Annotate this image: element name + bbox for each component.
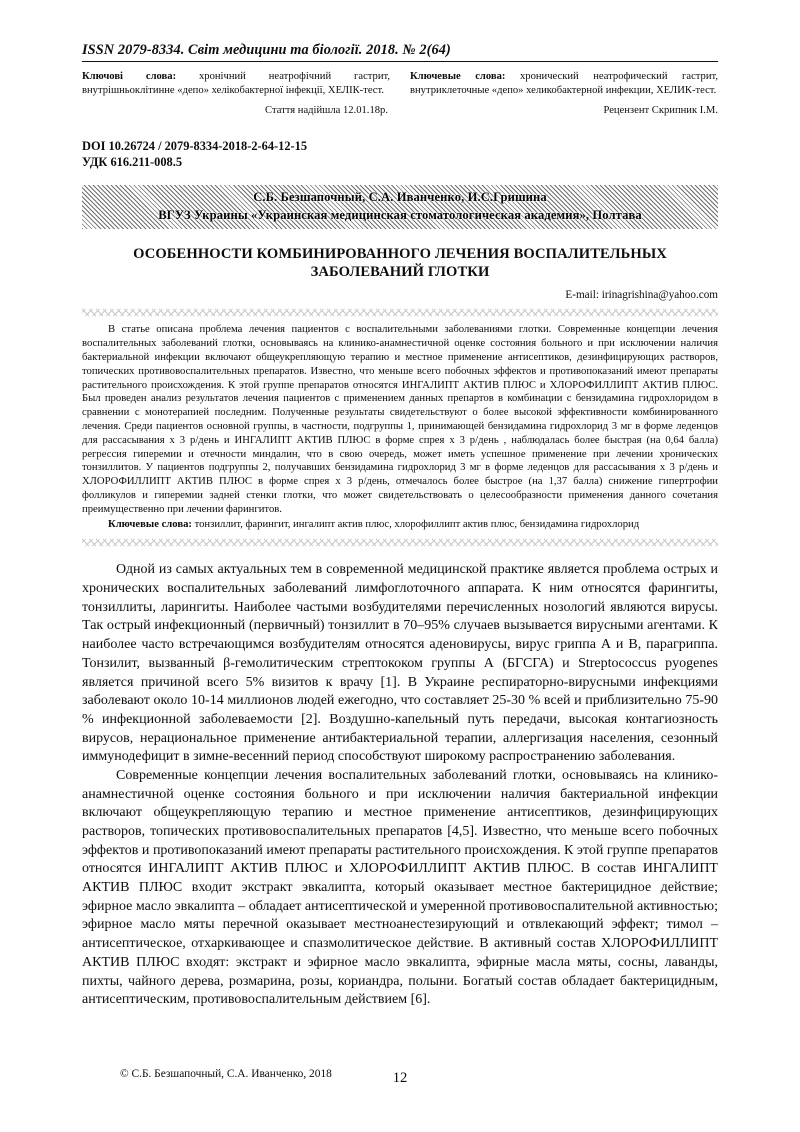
title-line-1: ОСОБЕННОСТИ КОМБИНИРОВАННОГО ЛЕЧЕНИЯ ВОСПАЛИТЕЛЬНЫХ	[133, 245, 667, 262]
wave-separator-top	[82, 308, 718, 317]
body-paragraph: Современные концепции лечения воспалительных заболеваний глотки, основываясь на клинико-анамнестичной оценке состояния больного и при исключении наличия бактериальной инфекции включают общеукрепляющую терапию и местное применение антисептиков, дезинфицирующих растворов, топических противовоспалительных препаратов [4,5]. Известно, что меньше всего побочных эффектов и противопоказаний имеют препараты растительного происхождения. К этой группе препаратов относятся ИНГАЛИПТ АКТИВ ПЛЮС и ХЛОРОФИЛЛИПТ АКТИВ ПЛЮС. В состав ИНГАЛИПТ АКТИВ ПЛЮС входит экстракт эвкалипта, который оказывает местное бактерицидное действие; эфирное масло эвкалипта – обладает антисептической и умеренной противовоспалительной активностью; эфирное масло мяты перечной оказывает местноанестезирующий и отвлекающий эффект; тимол – антисептическое, отхаркивающее и спазмолитическое действие. В активный состав ХЛОРОФИЛЛИПТ АКТИВ ПЛЮС входят: экстракт и эфирное масло эвкалипта, эфирные масла мяты, сосны, лаванды, пихты, чайного дерева, розмарина, розы, кориандра, полыни. Богатый состав обладает бактерицидным, антисептическим, противовоспалительным действием [6].	[82, 767, 718, 1008]
abstract-text: В статье описана проблема лечения пациентов с воспалительными заболеваниями глотки. Современные концепции лечения воспалительных заболеваний глотки, основываясь на клинико-анамнестичной оценке состояния больного и при исключении наличия бактериальной инфекции включают общеукрепляющую терапию и местное применение антисептиков, дезинфицирующих растворов, топических противовоспалительных препаратов. Известно, что меньше всего побочных эффектов и противопоказаний имеют препараты растительного происхождения. К этой группе препаратов относятся ИНГАЛИПТ АКТИВ ПЛЮС и ХЛОРОФИЛЛИПТ АКТИВ ПЛЮС. Был проведен анализ результатов лечения пациентов с применением данных препартов в комбинации с бензидамина гидрохлоридом в сравнении с монотерапией последним. Полученные результаты свидетельствуют о более высокой эффективности комбинированного лечения. Среди пациентов основной группы, в частности, подгруппы 1, принимающей бензидамина гидрохлорид 3 мг в форме леденцов для рассасывания х 3 р/день и ИНГАЛИПТ АКТИВ ПЛЮС в форме спрея х 3 р/день , наблюдалась более быстрая (на 0,64 балла) регрессия гиперемии и отечности миндалин, что в свою очередь, может иметь успешное применение при лечении хронических тонзиллитов. У пациентов подгруппы 2, получавших бензидамина гидрохлорид 3 мг в форме леденцов для рассасывания х 3 р/день и ХЛОРОФИЛЛИПТ АКТИВ ПЛЮС в форме спрея х 3 р/день, отмечалось более быстрое (на 1,37 балла) снижение гипертрофии фолликулов и гиперемии задней стенки глотки, что может свидетельствовать о целесообразности применения данного сочетания преимущественно при лечении фарингитов.	[82, 324, 718, 515]
abstract-section	[82, 323, 718, 531]
keywords-label-russian: Ключевые слова:	[410, 71, 506, 83]
keywords-paragraph-russian	[410, 70, 718, 97]
reviewer-name: Рецензент Скрипник І.М.	[603, 104, 718, 116]
abstract-keywords-label: Ключевые слова:	[108, 518, 192, 530]
body-text	[82, 561, 718, 1010]
keywords-column-ukrainian	[82, 70, 390, 97]
title-line-2: ЗАБОЛЕВАНИЙ ГЛОТКИ	[310, 264, 490, 281]
keywords-columns	[82, 70, 718, 97]
page-footer	[0, 1068, 800, 1102]
page-title	[82, 245, 718, 283]
body-paragraph: Одной из самых актуальных тем в современной медицинской практике является проблема острых и хронических воспалительных заболеваний лимфоглоточного аппарата. К ним относятся фарингиты, тонзиллиты, ларингиты. Наиболее частыми возбудителями перечисленных нозологий являются вирусы. Так острый инфекционный (первичный) тонзиллит в 70–95% случаев вызывается вирусными агентами. К наиболее часто встречающимся возбудителям относятся аденовирусы, вирус гриппа А и В, парагриппа. Тонзилит, вызванный β-гемолитическим стрептококом группы А (БГСГА) и Streptococcus pyogenes является причиной всего 5% визитов к врачу [1]. В Украине респираторно-вирусными инфекциями заболевают около 10-14 миллионов людей ежегодно, что составляет 25-30 % всей и приблизительно 75-90 % инфекционной заболеваемости [2]. Воздушно-капельный путь передачи, высокая контагиозность вирусов, нерациональное применение антибактериальной терапии, аллергизация населения, сезонный иммунодефицит в зимне-весенний период способствуют широкому распространению заболевания.	[82, 562, 718, 765]
keywords-label-ukrainian: Ключові слова:	[82, 71, 177, 83]
identifiers-block	[82, 138, 718, 171]
submission-date: Стаття надійшла 12.01.18р.	[265, 104, 388, 116]
page-number: 12	[392, 1070, 408, 1086]
copyright-notice: © С.Б. Безшапочный, С.А. Иванченко, 2018	[120, 1068, 332, 1080]
keywords-column-russian	[410, 70, 718, 97]
keywords-text-ukrainian: хронічний неатрофічний гастрит, внутрішньоклітинне «депо» хелікобактерної інфекції, ХЕЛІК-тест.	[82, 71, 390, 96]
header-rule	[82, 61, 718, 62]
authors-affiliation: ВГУЗ Украины «Украинская медицинская стоматологическая академия», Полтава	[158, 208, 642, 223]
authors-names: С.Б. Безшапочный, С.А. Иванченко, И.С.Гришина	[253, 190, 547, 204]
contact-email: E-mail: irinagrishina@yahoo.com	[565, 289, 718, 302]
submission-reviewer-row	[82, 105, 718, 116]
abstract-keywords-text: тонзиллит, фарингит, ингалипт актив плюс, хлорофиллипт актив плюс, бензидамина гидрохлорид	[191, 518, 640, 530]
abstract-keywords	[82, 518, 718, 532]
keywords-text-russian: хронический неатрофический гастрит, внутриклеточные «депо» хеликобактерной инфекции, ХЕЛИК-тест.	[410, 71, 718, 96]
doi-line: DOI 10.26724 / 2079-8334-2018-2-64-12-15	[82, 138, 308, 153]
keywords-paragraph-ukrainian	[82, 70, 390, 97]
udk-line: УДК 616.211-008.5	[82, 155, 183, 170]
wave-separator-bottom	[82, 538, 718, 547]
running-head: ISSN 2079-8334. Світ медицини та біології. 2018. № 2(64)	[82, 42, 451, 58]
authors-band	[82, 185, 718, 229]
